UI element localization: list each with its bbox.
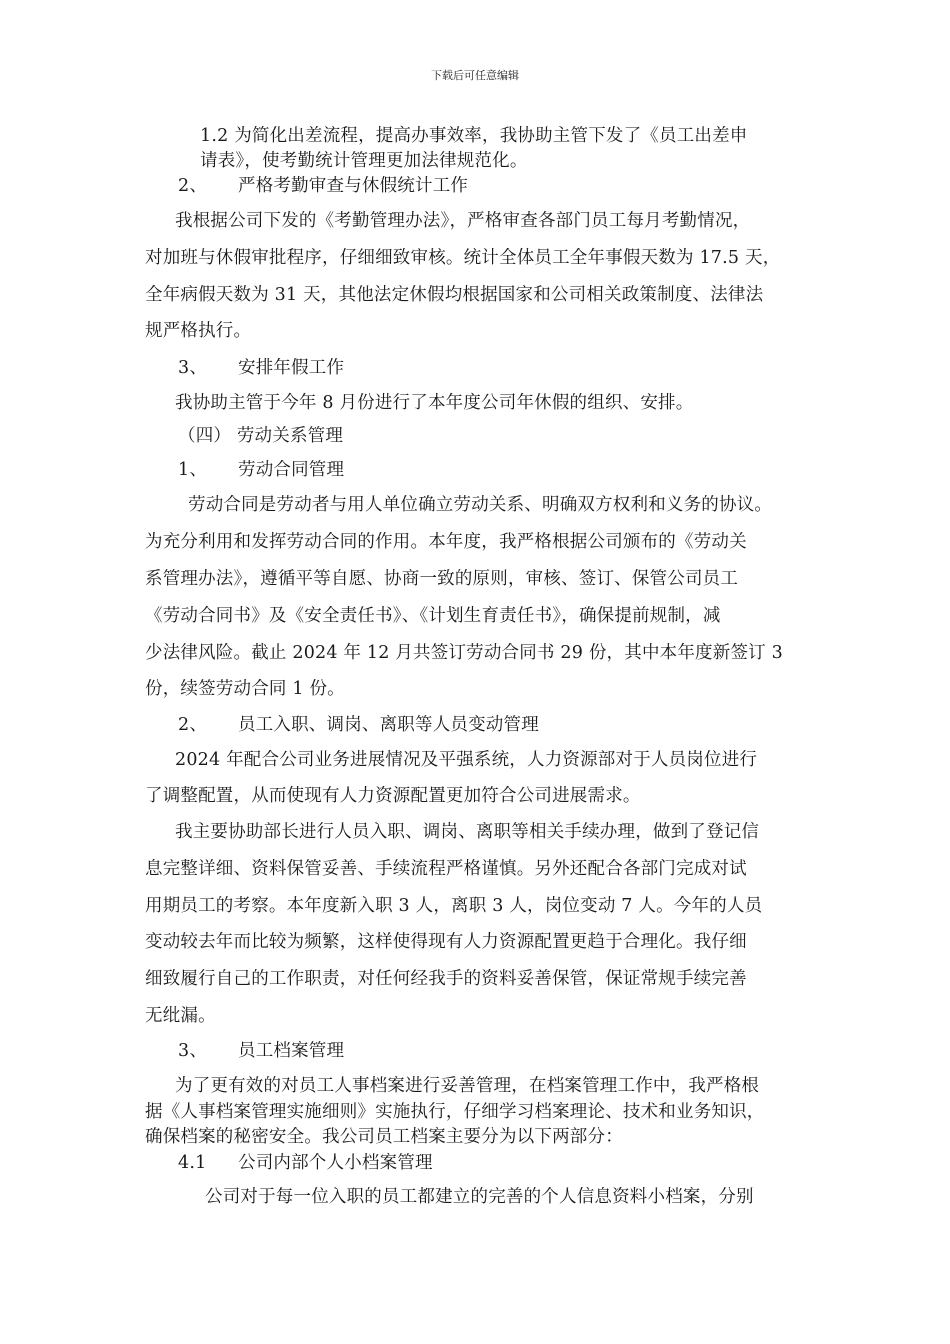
text-line: 份，续签劳动合同 1 份。 bbox=[145, 679, 345, 699]
text-line: 劳动合同是劳动者与用人单位确立劳动关系、明确双方权利和义务的协议。 bbox=[188, 495, 773, 515]
text-line: 2024 年配合公司业务进展情况及平强系统，人力资源部对于人员岗位进行 bbox=[175, 750, 758, 770]
section-title: 员工档案管理 bbox=[238, 1041, 345, 1061]
section-heading bbox=[178, 360, 344, 378]
text-line: 少法律风险。截止 2024 年 12 月共签订劳动合同书 29 份，其中本年度新签订 3 bbox=[145, 643, 783, 663]
section-number: 1、 bbox=[178, 460, 208, 480]
text-line: 细致履行自己的工作职责，对任何经我手的资料妥善保管，保证常规手续完善 bbox=[145, 969, 747, 989]
text-line: 无纰漏。 bbox=[145, 1006, 216, 1026]
section-heading bbox=[178, 462, 344, 480]
text-line: 请表》，使考勤统计管理更加法律规范化。 bbox=[200, 151, 528, 171]
section-title: 安排年假工作 bbox=[238, 358, 345, 378]
section-heading bbox=[178, 1155, 433, 1173]
text-line: 全年病假天数为 31 天，其他法定休假均根据国家和公司相关政策制度、法律法 bbox=[145, 285, 764, 305]
text-line: 《劳动合同书》及《安全责任书》、《计划生育责任书》，确保提前规制，减 bbox=[145, 606, 721, 626]
section-number: 2、 bbox=[178, 176, 208, 196]
page-header-note: 下载后可任意编辑 bbox=[431, 69, 519, 82]
section-heading bbox=[178, 1043, 344, 1061]
text-line: 变动较去年而比较为频繁，这样使得现有人力资源配置更趋于合理化。我仔细 bbox=[145, 932, 747, 952]
section-number: 3、 bbox=[178, 358, 208, 378]
section-heading bbox=[178, 717, 539, 735]
section-heading bbox=[178, 178, 468, 196]
text-line: 我主要协助部长进行人员入职、调岗、离职等相关手续办理，做到了登记信 bbox=[175, 822, 760, 842]
text-line: 我根据公司下发的《考勤管理办法》，严格审查各部门员工每月考勤情况， bbox=[175, 211, 751, 231]
section-number: 2、 bbox=[178, 715, 208, 735]
text-line: 对加班与休假审批程序，仔细细致审核。统计全体员工全年事假天数为 17.5 天， bbox=[145, 248, 781, 268]
section-title: 劳动合同管理 bbox=[238, 460, 345, 480]
text-line: 为充分利用和发挥劳动合同的作用。本年度，我严格根据公司颁布的《劳动关 bbox=[145, 532, 747, 552]
text-line: 用期员工的考察。本年度新入职 3 人，离职 3 人，岗位变动 7 人。今年的人员 bbox=[145, 896, 763, 916]
section-heading: （四） 劳动关系管理 bbox=[178, 426, 344, 446]
section-number: 4.1 bbox=[178, 1153, 207, 1173]
section-number: 3、 bbox=[178, 1041, 208, 1061]
text-line: 息完整详细、资料保管妥善、手续流程严格谨慎。另外还配合各部门完成对试 bbox=[145, 859, 747, 879]
text-line: 为了更有效的对员工人事档案进行妥善管理，在档案管理工作中，我严格根 bbox=[175, 1076, 760, 1096]
section-title: 公司内部个人小档案管理 bbox=[238, 1153, 433, 1173]
section-title: 严格考勤审查与休假统计工作 bbox=[238, 176, 469, 196]
text-line: 规严格执行。 bbox=[145, 321, 252, 341]
text-line: 公司对于每一位入职的员工都建立的完善的个人信息资料小档案，分别 bbox=[205, 1187, 754, 1207]
text-line: 据《人事档案管理实施细则》实施执行，仔细学习档案理论、技术和业务知识， bbox=[145, 1102, 765, 1122]
text-line: 确保档案的秘密安全。我公司员工档案主要分为以下两部分： bbox=[145, 1127, 623, 1147]
text-line: 1.2 为简化出差流程，提高办事效率，我协助主管下发了《员工出差申 bbox=[200, 126, 748, 146]
text-line: 了调整配置，从而使现有人力资源配置更加符合公司进展需求。 bbox=[145, 786, 641, 806]
text-line: 系管理办法》，遵循平等自愿、协商一致的原则，审核、签订、保管公司员工 bbox=[145, 569, 739, 589]
text-line: 我协助主管于今年 8 月份进行了本年度公司年休假的组织、安排。 bbox=[175, 393, 694, 413]
section-title: 员工入职、调岗、离职等人员变动管理 bbox=[238, 715, 539, 735]
